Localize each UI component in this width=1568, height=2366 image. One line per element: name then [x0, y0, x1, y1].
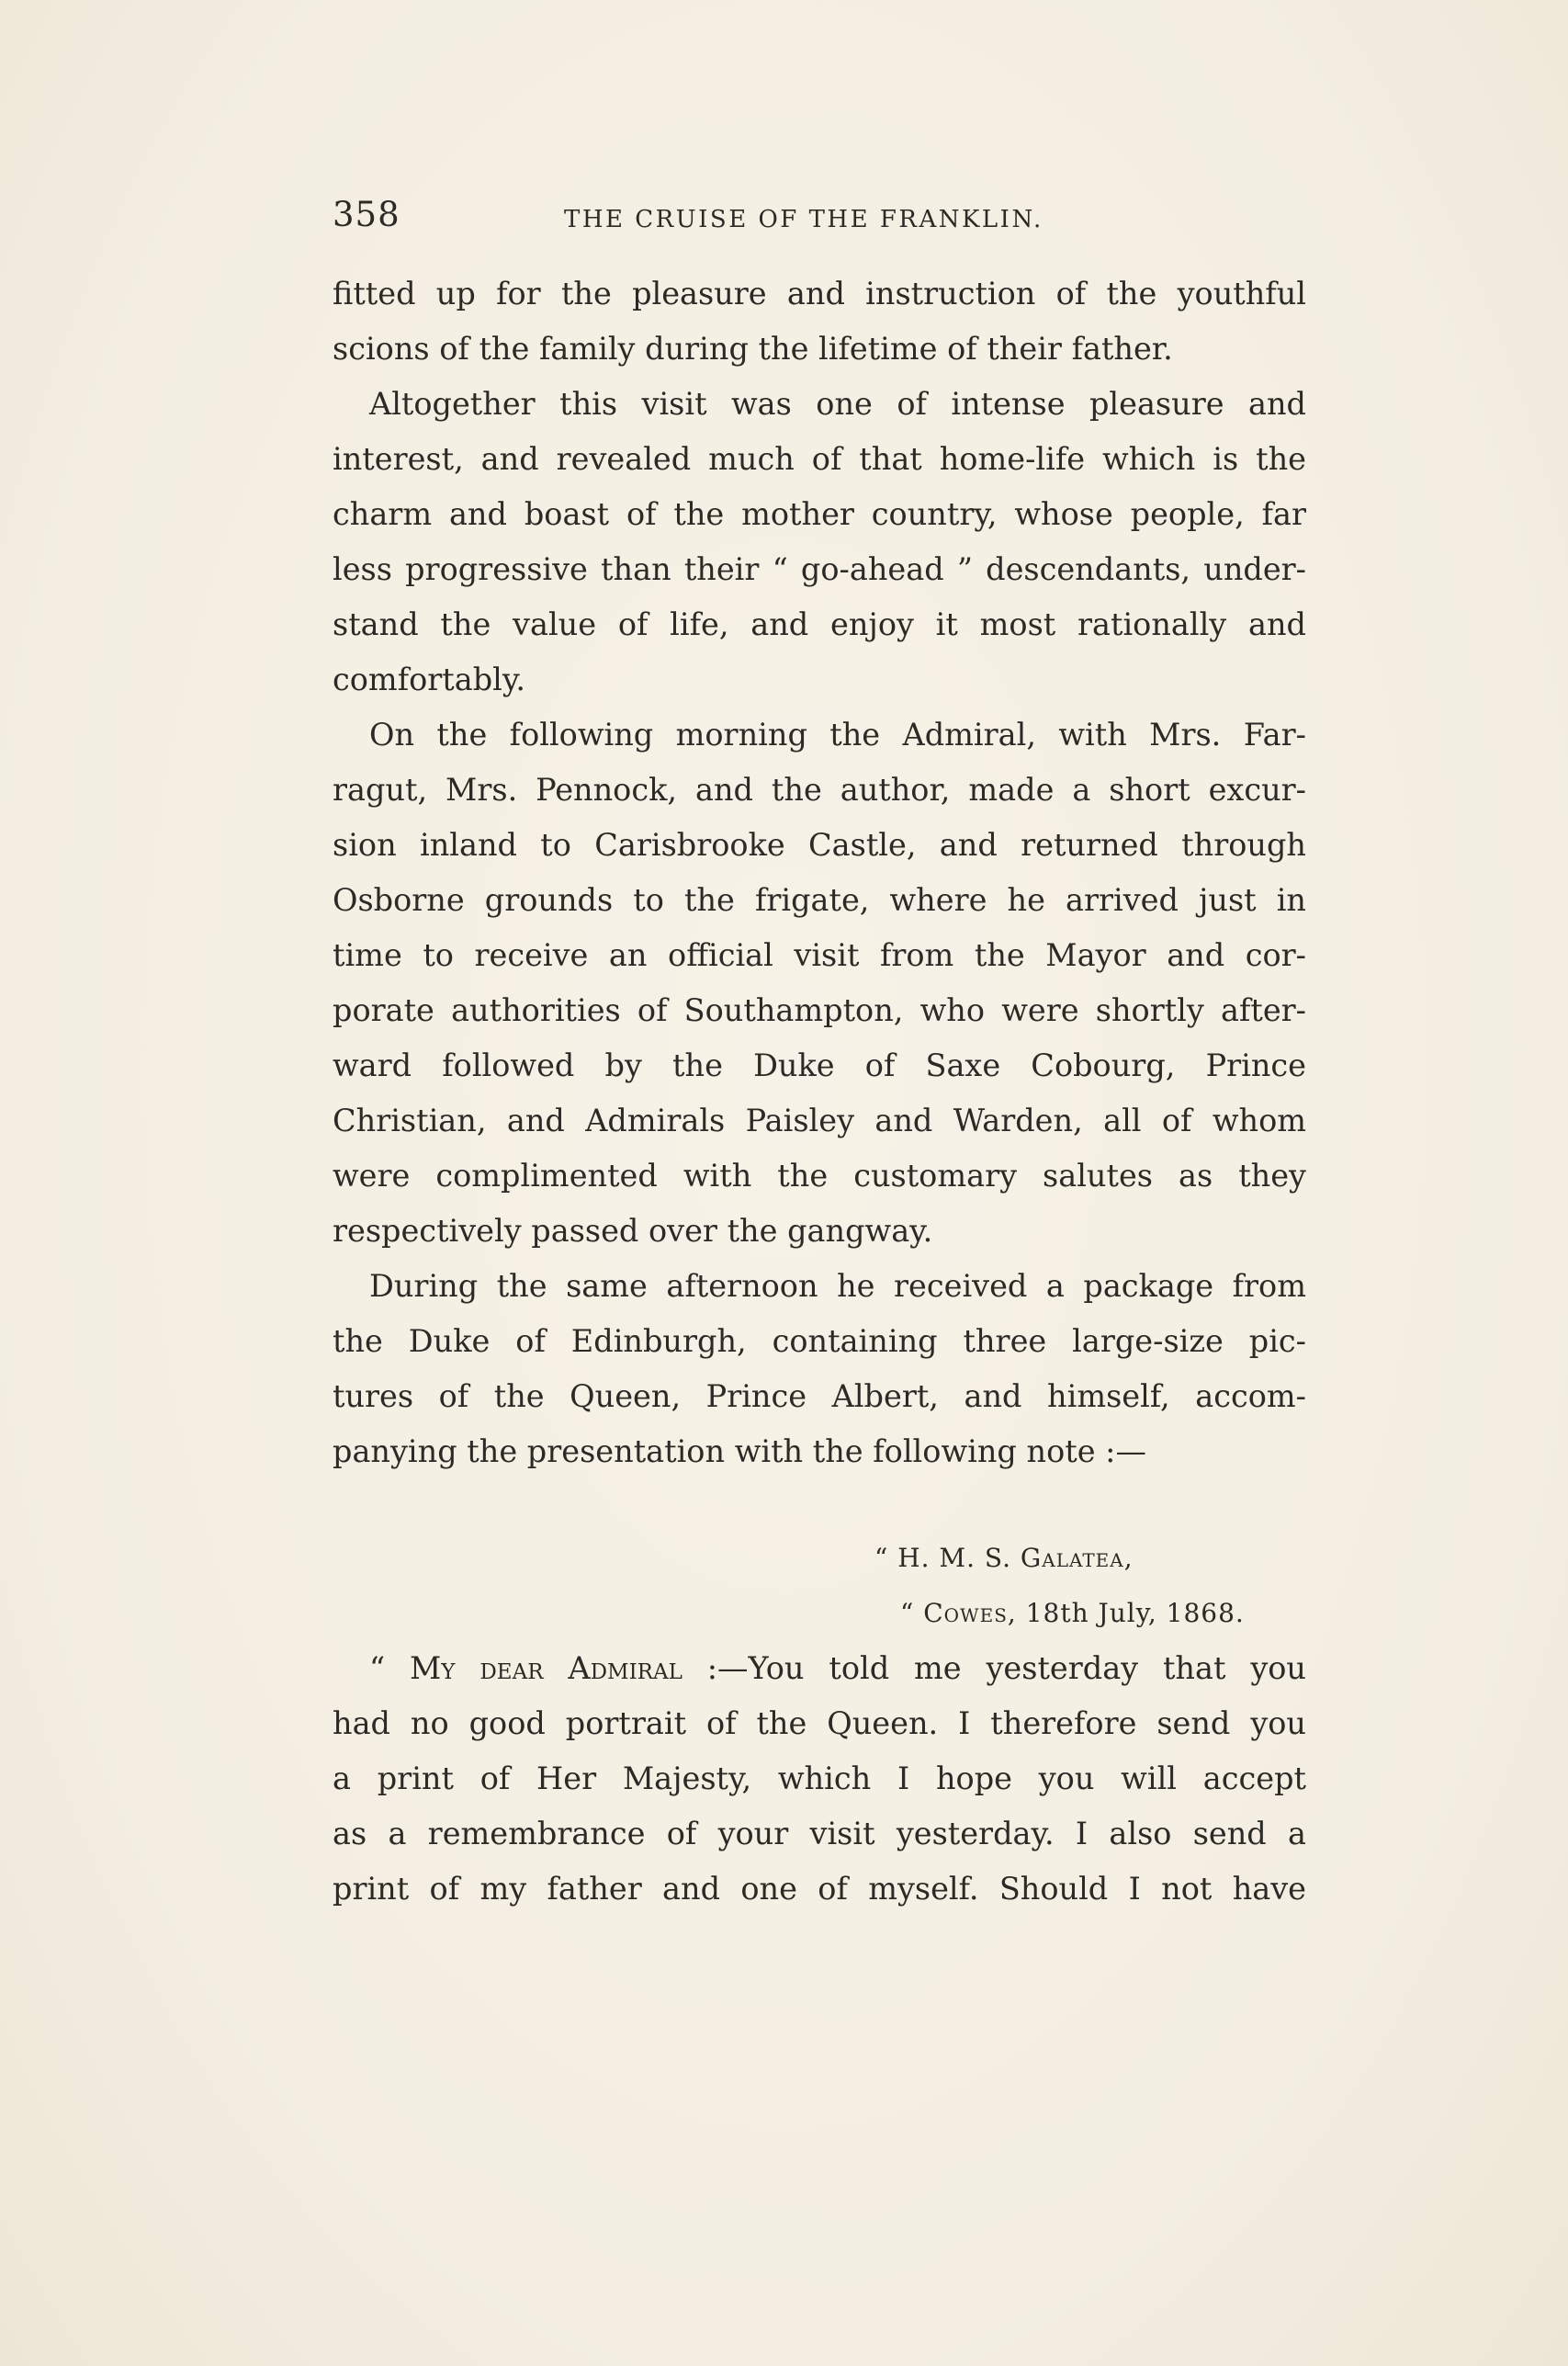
- text-line: less progressive than their “ go-ahead ” descendants, under-: [333, 551, 1306, 587]
- text-line: Altogether this visit was one of intense pleasure and: [369, 386, 1306, 422]
- body-text: [333, 266, 1306, 1917]
- page-header: [333, 195, 1306, 250]
- page-number: 358: [333, 195, 400, 234]
- text-line: porate authorities of Southampton, who were shortly after-: [333, 992, 1306, 1028]
- text-line: as a remembrance of your visit yesterday. I also send a: [333, 1816, 1306, 1851]
- text-line: comfortably.: [333, 662, 525, 697]
- text-line: fitted up for the pleasure and instruction of the youthful: [333, 276, 1306, 311]
- text-line: Osborne grounds to the frigate, where he arrived just in: [333, 882, 1306, 918]
- text-line: charm and boast of the mother country, whose people, far: [333, 496, 1306, 532]
- text-line: scions of the family during the lifetime of their father.: [333, 331, 1173, 367]
- text-line: ragut, Mrs. Pennock, and the author, made a short excur-: [333, 772, 1306, 808]
- text-line: time to receive an official visit from the Mayor and cor-: [333, 937, 1306, 973]
- spacer: [333, 1479, 1306, 1531]
- text-line: Christian, and Admirals Paisley and Warden, all of whom: [333, 1103, 1306, 1138]
- letter-first-line: —You told me yesterday that you: [717, 1650, 1306, 1686]
- text-line: panying the presentation with the following note :—: [333, 1433, 1146, 1469]
- running-head: THE CRUISE OF THE FRANKLIN.: [564, 206, 1043, 233]
- text-line: the Duke of Edinburgh, containing three large-size pic-: [333, 1323, 1306, 1359]
- letter-salutation: “ My dear Admiral :: [369, 1650, 718, 1686]
- text-line: tures of the Queen, Prince Albert, and himself, accom-: [333, 1378, 1306, 1414]
- text-line: ward followed by the Duke of Saxe Cobourg, Prince: [333, 1047, 1306, 1083]
- text-line: were complimented with the customary salutes as they: [333, 1158, 1306, 1194]
- text-line: a print of Her Majesty, which I hope you will accept: [333, 1760, 1306, 1796]
- text-line: On the following morning the Admiral, with Mrs. Far-: [369, 717, 1306, 753]
- letter-dateline-place-date: [333, 1586, 1306, 1641]
- text-line: stand the value of life, and enjoy it most rationally and: [333, 606, 1306, 642]
- letter-dateline: [333, 1531, 1306, 1586]
- letter-date: 18th July, 1868.: [1025, 1598, 1245, 1628]
- text-line: had no good portrait of the Queen. I therefore send you: [333, 1705, 1306, 1741]
- letter-ship: “ H. M. S. Galatea,: [874, 1543, 1134, 1573]
- letter-opening-line: [333, 1641, 1306, 1696]
- text-line: sion inland to Carisbrooke Castle, and returned through: [333, 827, 1306, 863]
- letter-place: “ Cowes,: [900, 1598, 1017, 1628]
- text-line: interest, and revealed much of that home-life which is the: [333, 441, 1306, 477]
- text-line: print of my father and one of myself. Should I not have: [333, 1871, 1306, 1907]
- text-line: During the same afternoon he received a package from: [369, 1268, 1306, 1304]
- text-line: respectively passed over the gangway.: [333, 1213, 933, 1249]
